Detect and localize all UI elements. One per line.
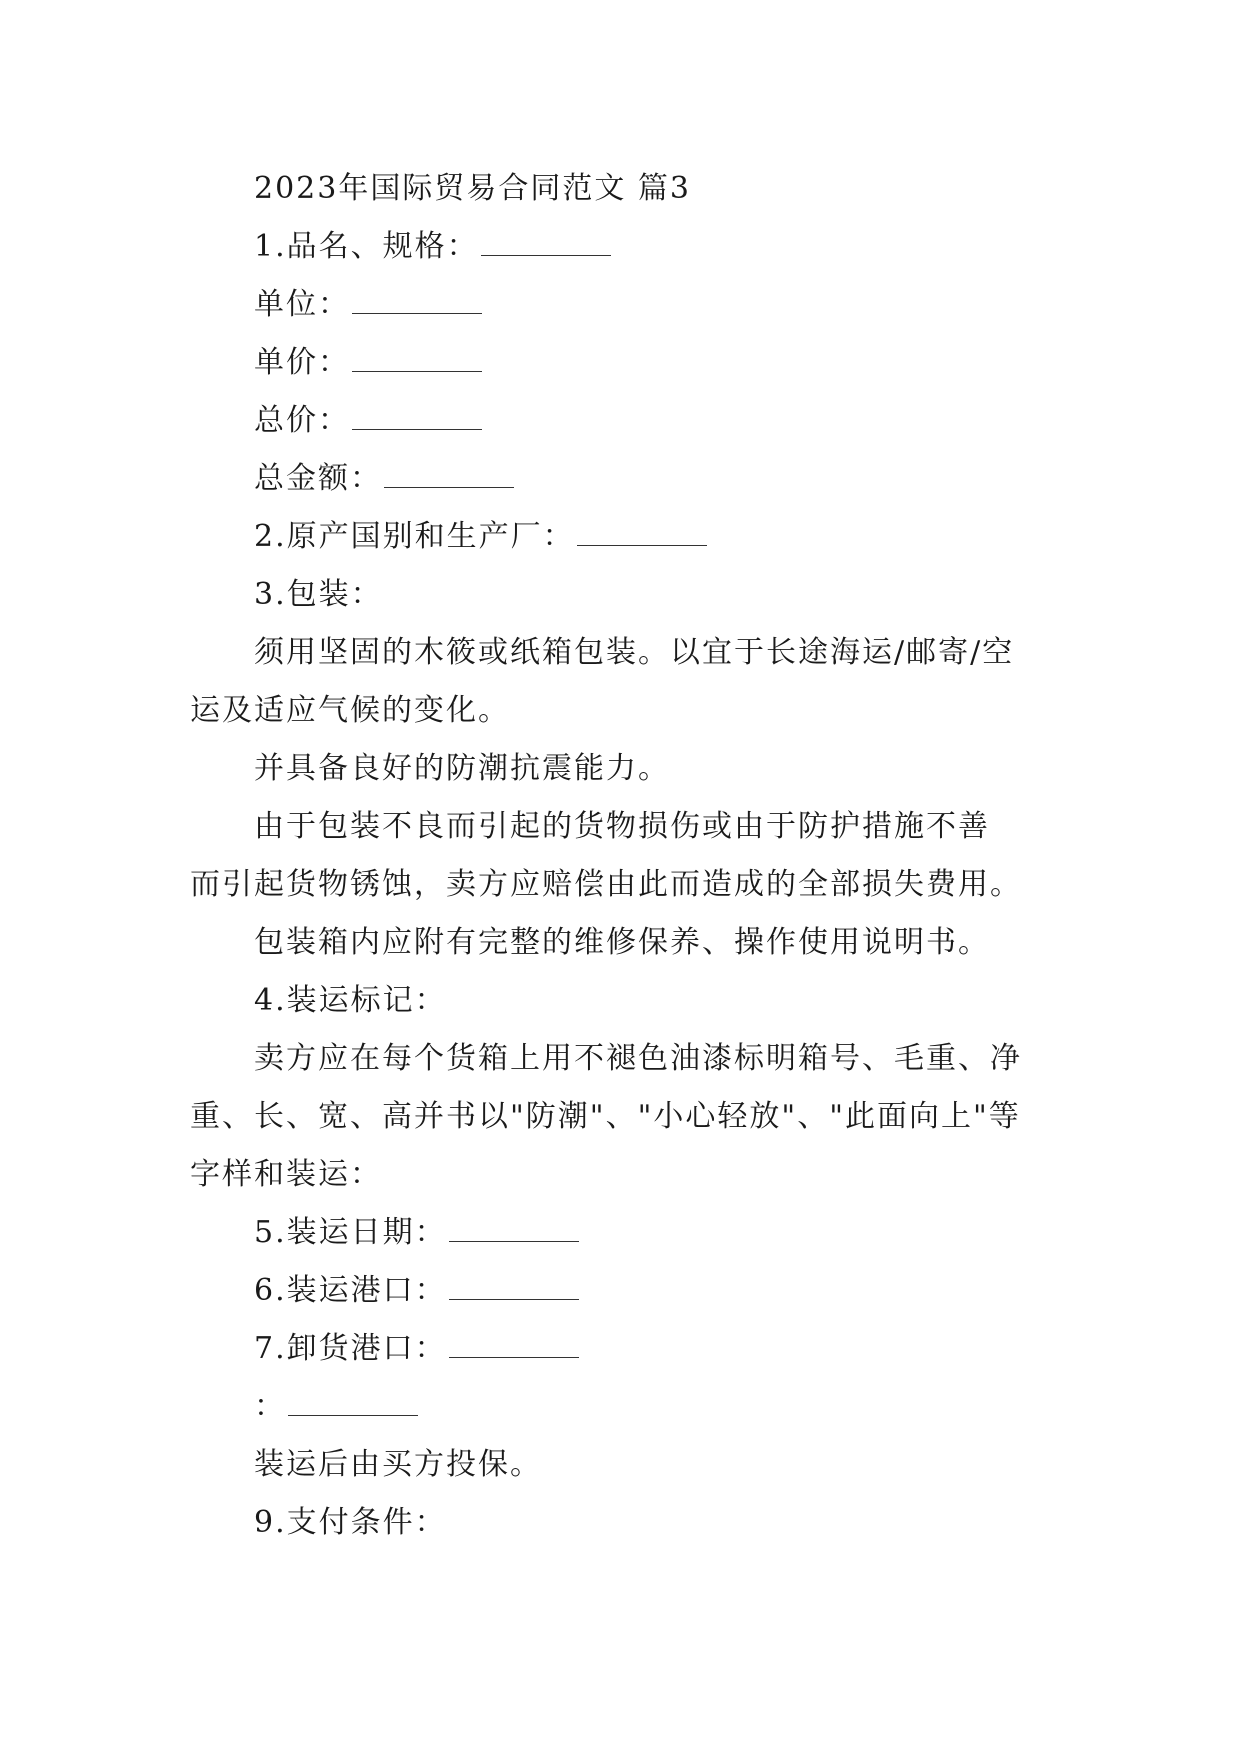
text-line [190,1436,1060,1494]
text-line [190,1262,1060,1320]
fill-in-blank [449,1221,579,1242]
text-line [190,856,1060,914]
line-text: 1.品名、规格： [254,229,479,264]
fill-in-blank [288,1395,418,1416]
document-title [190,160,1060,218]
fill-in-blank [577,525,707,546]
line-text: 重、长、宽、高并书以"防潮"、"小心轻放"、"此面向上"等 [190,1099,1021,1134]
fill-in-blank [449,1337,579,1358]
fill-in-blank [449,1279,579,1300]
line-text: 总金额： [254,461,382,496]
fill-in-blank [352,293,482,314]
line-text: 字样和装运： [190,1157,382,1192]
line-text: 而引起货物锈蚀，卖方应赔偿由此而造成的全部损失费用。 [190,867,1022,902]
fill-in-blank [481,235,611,256]
text-line [190,218,1060,276]
line-text: 2023年国际贸易合同范文 篇3 [254,171,691,206]
fill-in-blank [384,467,514,488]
fill-in-blank [352,409,482,430]
text-line [190,1204,1060,1262]
line-text: 6.装运港口： [254,1273,447,1308]
line-text: ： [254,1389,286,1424]
text-line [190,740,1060,798]
line-text: 运及适应气候的变化。 [190,693,510,728]
text-line [190,682,1060,740]
line-text: 单价： [254,345,350,380]
line-text: 由于包装不良而引起的货物损伤或由于防护措施不善 [254,809,990,844]
document-body [190,160,1060,1552]
text-line [190,1088,1060,1146]
line-text: 单位： [254,287,350,322]
line-text: 4.装运标记： [254,983,447,1018]
text-line [190,392,1060,450]
line-text: 3.包装： [254,577,383,612]
text-line [190,972,1060,1030]
line-text: 5.装运日期： [254,1215,447,1250]
line-text: 包装箱内应附有完整的维修保养、操作使用说明书。 [254,925,990,960]
fill-in-blank [352,351,482,372]
line-text: 装运后由买方投保。 [254,1447,542,1482]
text-line [190,508,1060,566]
line-text: 2.原产国别和生产厂： [254,519,575,554]
text-line [190,1030,1060,1088]
text-line [190,624,1060,682]
line-text: 总价： [254,403,350,438]
text-line [190,1146,1060,1204]
text-line [190,566,1060,624]
text-line [190,1494,1060,1552]
line-text: 并具备良好的防潮抗震能力。 [254,751,670,786]
line-text: 卖方应在每个货箱上用不褪色油漆标明箱号、毛重、净 [254,1041,1022,1076]
text-line [190,1320,1060,1378]
line-text: 须用坚固的木筱或纸箱包装。以宜于长途海运/邮寄/空 [254,635,1015,670]
text-line [190,450,1060,508]
text-line [190,798,1060,856]
text-line [190,914,1060,972]
text-line [190,334,1060,392]
line-text: 7.卸货港口： [254,1331,447,1366]
text-line [190,1378,1060,1436]
line-text: 9.支付条件： [254,1505,447,1540]
text-line [190,276,1060,334]
